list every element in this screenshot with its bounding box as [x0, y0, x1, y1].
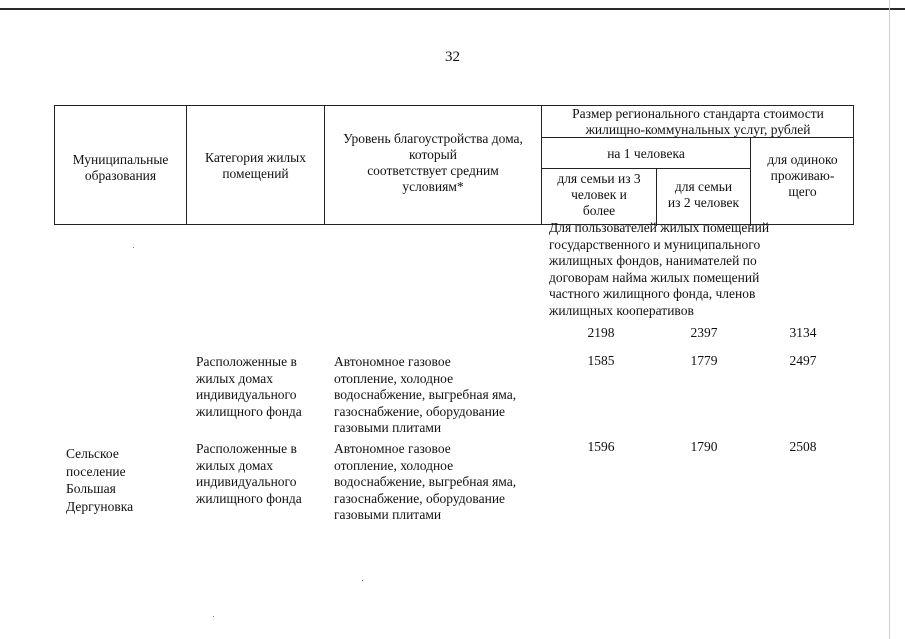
scan-speck: [133, 247, 134, 248]
header-standard-size: Размер регионального стандарта стоимости жилищно-коммунальных услуг, рублей: [572, 106, 824, 137]
page-number: 32: [445, 49, 460, 65]
table-header: [54, 105, 854, 225]
header-per-person: на 1 человека: [607, 146, 685, 161]
scan-speck: [213, 616, 214, 617]
header-divider: [541, 168, 750, 169]
top-border-line: [0, 8, 905, 10]
table-row-2-value-family-2: 1790: [690, 439, 718, 454]
table-row-1-value-family-3: 1585: [587, 353, 615, 368]
table-row-1-level: Автономное газовое отопление, холодное водоснабжение, выгребная яма, газоснабжение, оборудование газовыми плитами: [334, 354, 517, 435]
table-row-2-level: Автономное газовое отопление, холодное водоснабжение, выгребная яма, газоснабжение, оборудование газовыми плитами: [334, 441, 517, 522]
table-row-2-value-family-3: 1596: [587, 439, 615, 454]
section-heading: Для пользователей жилых помещений государственного и муниципального жилищных фондов, нанимателей по договорам найма жилых помещений частного жилищного фонда, членов жилищных кооперативов: [549, 220, 770, 318]
scan-speck: [362, 580, 363, 581]
table-row-1-value-single: 2497: [789, 353, 817, 368]
section-value-single: 3134: [789, 325, 817, 340]
right-edge-line: [889, 0, 890, 639]
header-municipalities: Муниципальные образования: [72, 152, 169, 183]
table-row-2-value-single: 2508: [789, 439, 817, 454]
header-family-2: для семьи из 2 человек: [667, 179, 740, 210]
table-row-1-category: Расположенные в жилых домах индивидуального жилищного фонда: [196, 354, 302, 419]
section-value-family-3: 2198: [587, 325, 615, 340]
header-category: Категория жилых помещений: [205, 150, 306, 181]
table-row-2-category: Расположенные в жилых домах индивидуального жилищного фонда: [196, 441, 302, 506]
header-improvement-level: Уровень благоустройства дома, который соответствует средним условиям*: [343, 131, 523, 194]
header-family-3: для семьи из 3 человек и более: [557, 171, 641, 218]
section-value-family-2: 2397: [690, 325, 718, 340]
table-row-1-value-family-2: 1779: [690, 353, 718, 368]
header-single: для одиноко проживаю- щего: [767, 152, 838, 199]
table-row-2-municipality: Сельское поселение Большая Дергуновка: [66, 446, 134, 514]
